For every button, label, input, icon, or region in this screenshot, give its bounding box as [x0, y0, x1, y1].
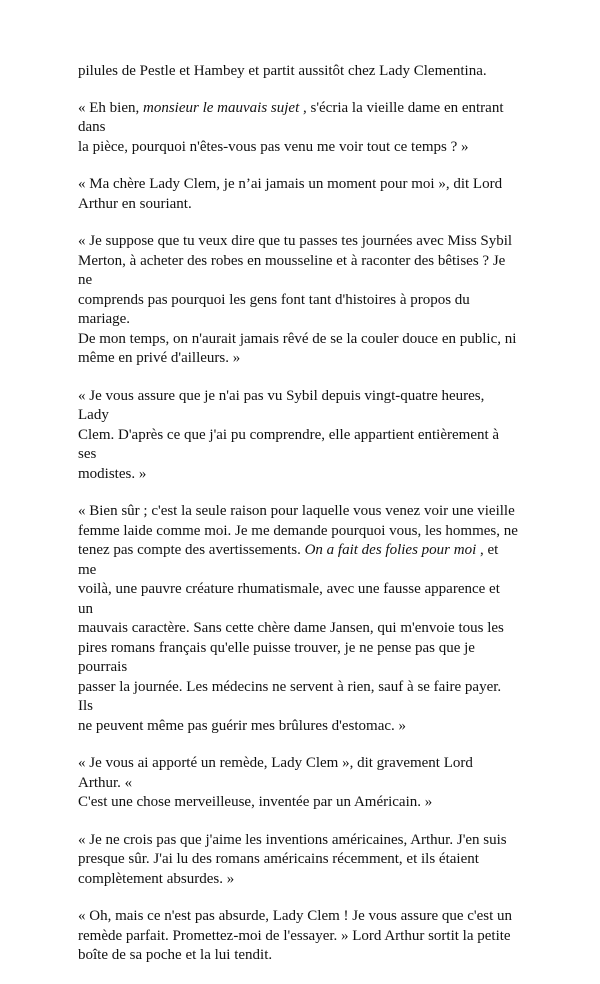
paragraph — [78, 99, 518, 158]
text-run: « Ma chère Lady Clem, je n’ai jamais un moment pour moi », dit Lord Arthur en souriant. — [78, 176, 503, 212]
paragraph — [78, 175, 518, 214]
text-run: « Oh, mais ce n'est pas absurde, Lady Clem ! Je vous assure que c'est un remède parfait. Promettez-moi de l'essayer. » Lord Arthur sortit la petite boîte de sa poche et la lui tendit. — [78, 908, 513, 963]
text-run: , s'écria la vieille dame en entrant dans la pièce, pourquoi n'êtes-vous pas venu me voir tout ce temps ? » — [78, 99, 504, 155]
body-text — [78, 62, 518, 984]
text-run: « Je vous ai apporté un remède, Lady Clem », dit gravement Lord Arthur. « C'est une chose merveilleuse, inventée par un Américain. » — [78, 755, 473, 810]
text-run: « Bien sûr ; c'est la seule raison pour laquelle vous venez voir une vieille femme laide comme moi. Je me demande pourquoi vous, les hommes, ne tenez pas compte des avertissements. — [78, 503, 518, 558]
text-run: « Eh bien, — [78, 99, 143, 116]
paragraph — [78, 907, 518, 966]
text-run: « Je vous assure que je n'ai pas vu Sybil depuis vingt-quatre heures, Lady Clem. D'après ce que j'ai pu comprendre, elle appartient entièrement à ses modistes. » — [78, 387, 500, 482]
text-run: « Je ne crois pas que j'aime les inventions américaines, Arthur. J'en suis presque sûr. J'ai lu des romans américains récemment, et ils étaient complètement absurdes. » — [78, 831, 507, 887]
paragraph — [78, 754, 518, 813]
paragraph — [78, 831, 518, 890]
paragraph — [78, 502, 518, 736]
italic-phrase: On a fait des folies pour moi — [304, 542, 477, 558]
text-run: , et me voilà, une pauvre créature rhumatismale, avec une fausse apparence et un mauvais caractère. Sans cette chère dame Jansen, qui m'envoie tous les pires romans français qu'elle puisse trouver, je ne pense pas que je pourrais passer la journée. Les médecins ne servent à rien, sauf à se faire payer. Ils ne peuvent même pas guérir mes brûlures d'estomac. » — [78, 542, 504, 734]
italic-phrase: monsieur le mauvais sujet — [143, 99, 300, 116]
paragraph — [78, 387, 518, 485]
paragraph — [78, 232, 518, 369]
text-run: « Je suppose que tu veux dire que tu passes tes journées avec Miss Sybil Merton, à acheter des robes en mousseline et à raconter des bêtises ? Je ne comprends pas pourquoi les gens font tant d'histoires à propos du mariage. De mon temps, on n'aurait jamais rêvé de se la couler douce en public, ni même en privé d'ailleurs. » — [78, 233, 517, 366]
text-run: pilules de Pestle et Hambey et partit aussitôt chez Lady Clementina. — [78, 63, 487, 79]
paragraph — [78, 62, 518, 82]
